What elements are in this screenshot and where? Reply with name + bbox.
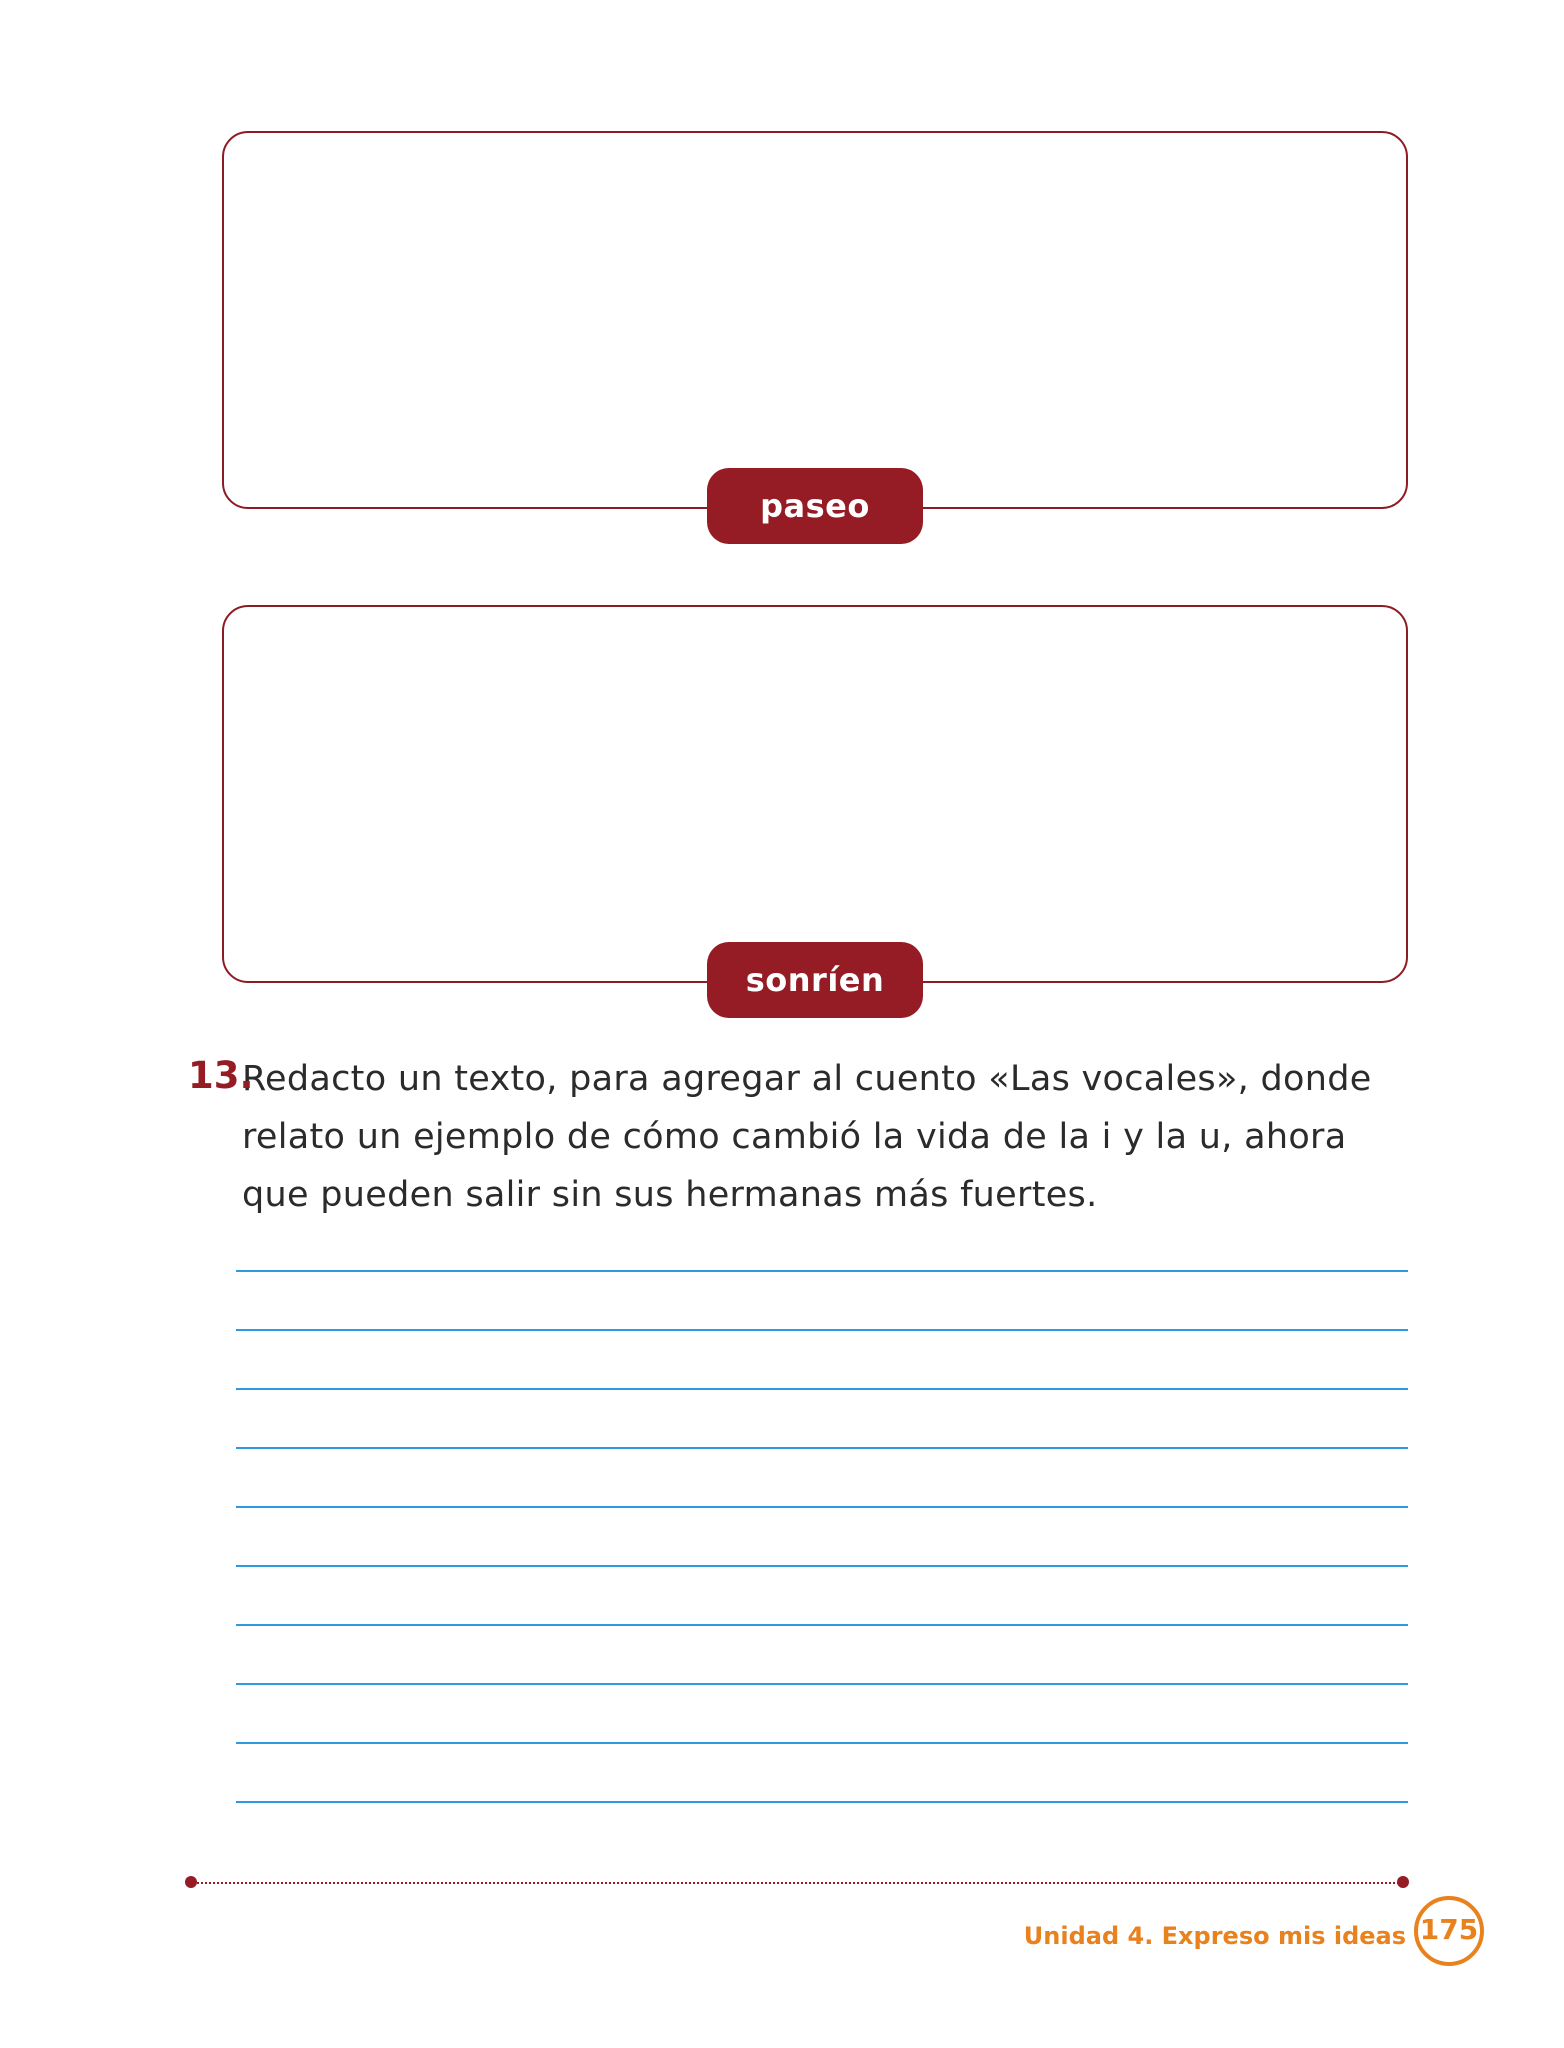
writing-line[interactable] (236, 1331, 1408, 1390)
word-label-tab: sonríen (707, 942, 923, 1018)
writing-line[interactable] (236, 1744, 1408, 1803)
exercise-13 (188, 1050, 1418, 1224)
writing-line[interactable] (236, 1449, 1408, 1508)
divider-dot-right (1397, 1876, 1409, 1888)
page-number: 175 (1414, 1896, 1484, 1966)
exercise-number: 13. (188, 1054, 254, 1097)
drawing-box-paseo[interactable] (222, 131, 1408, 525)
drawing-box-sonrien[interactable] (222, 605, 1408, 999)
writing-lines[interactable] (236, 1269, 1408, 1803)
writing-line[interactable] (236, 1272, 1408, 1331)
writing-line[interactable] (236, 1626, 1408, 1685)
footer-divider (192, 1882, 1403, 1884)
divider-dot-left (185, 1876, 197, 1888)
unit-title: Unidad 4. Expreso mis ideas (1023, 1922, 1406, 1950)
exercise-instructions: Redacto un texto, para agregar al cuento «Las vocales», donde relato un ejemplo de cómo cambió la vida de la i y la u, ahora que pueden salir sin sus hermanas más fuertes. (242, 1059, 1372, 1215)
word-label-tab: paseo (707, 468, 923, 544)
writing-line[interactable] (236, 1685, 1408, 1744)
writing-line[interactable] (236, 1390, 1408, 1449)
writing-line[interactable] (236, 1567, 1408, 1626)
writing-line[interactable] (236, 1508, 1408, 1567)
